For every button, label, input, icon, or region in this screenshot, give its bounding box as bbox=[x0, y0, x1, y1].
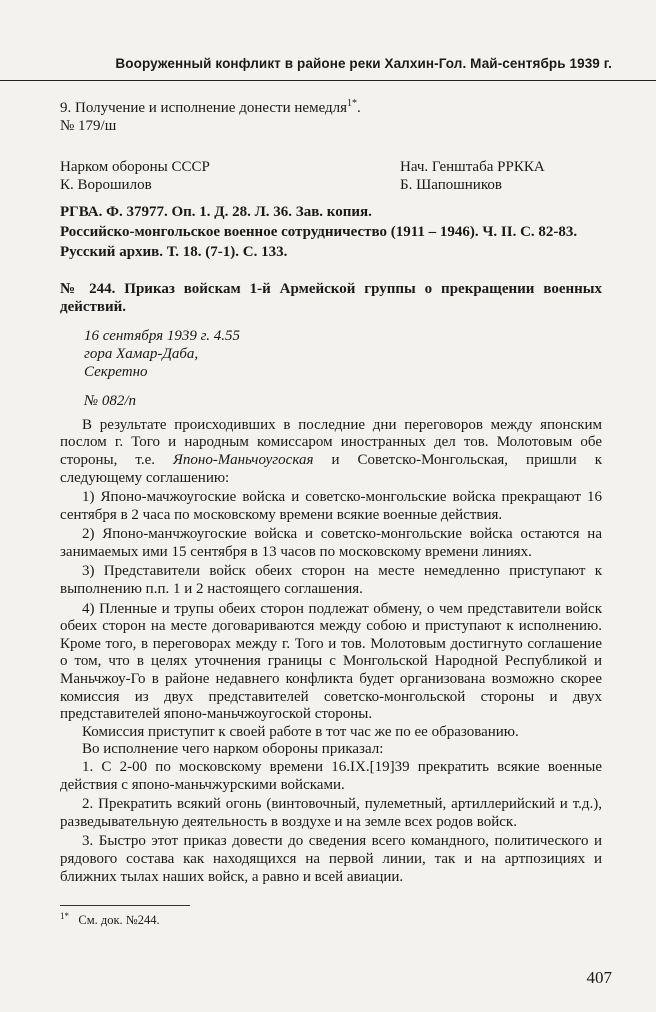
source-line: РГВА. Ф. 37977. Оп. 1. Д. 28. Л. 36. Зав. копия. bbox=[60, 204, 372, 221]
prev-item-9-text: 9. Получение и исполнение донести немедля bbox=[60, 100, 348, 116]
prev-item-9 bbox=[60, 100, 602, 118]
document-number: № 082/п bbox=[84, 393, 137, 410]
source-line: Российско-монгольское военное сотрудничество (1911 – 1946). Ч. II. С. 82-83. bbox=[60, 223, 578, 240]
archival-sources bbox=[60, 204, 602, 261]
signature-right-title: Нач. Генштаба РРККА bbox=[400, 159, 545, 176]
footnote-mark: 1* bbox=[60, 910, 69, 921]
commission-paragraph: Комиссия приступит к своей работе в тот час же по ее образованию. bbox=[82, 723, 519, 740]
document-title: № 244. Приказ войскам 1-й Армейской группы о прекращении военных действий. bbox=[60, 281, 602, 315]
order-point: 3. Быстро этот приказ довести до сведения всего командного, политического и рядового состава как находящихся на первой линии, так и на артпозициях и ближних тылах наших войск, а равно и всей авиации. bbox=[60, 833, 602, 885]
running-header: Вооруженный конфликт в районе реки Халхин-Гол. Май-сентябрь 1939 г. bbox=[115, 56, 612, 71]
agreement-point: 2) Японо-манчжоугоские войска и советско-монгольские войска остаются на занимаемых ими 15 сентября в 13 часов по московскому времени линиях. bbox=[60, 526, 602, 560]
header-rule bbox=[0, 80, 656, 81]
order-point: 1. С 2-00 по московскому времени 16.IX.[19]39 прекратить всякие военные действия с японо-маньчжурскими войсками. bbox=[60, 759, 602, 793]
signature-left-name: К. Ворошилов bbox=[60, 176, 152, 193]
order-point: 2. Прекратить всякий огонь (винтовочный, пулеметный, артиллерийский и т.д.), разведывательную деятельность в воздухе и на земле всех родов войск. bbox=[60, 796, 602, 830]
prev-item-9-tail: . bbox=[357, 100, 361, 116]
agreement-point: 4) Пленные и трупы обеих сторон подлежат обмену, о чем представители войск обеих сторон на месте договариваются между собою и приступают к исполнению. Кроме того, в переговорах между г. Того и тов. Молотовым достигнуто соглашение о том, что в целях уточнения границы с Монгольской Народной Республикой и Маньчжоу-Го в районе недавнего конфликта будет организована возможно скорее комиссия из двух представителей советско-монгольской стороны и двух представителей японо-маньчжоугоской стороны. bbox=[60, 600, 602, 723]
signature-right bbox=[400, 159, 602, 194]
footnote-rule bbox=[60, 905, 190, 906]
signature-left-title: Нарком обороны СССР bbox=[60, 159, 210, 176]
intro-text-end: и Советско-Монгольская, пришли к следующему соглашению: bbox=[60, 451, 602, 486]
footnote bbox=[60, 910, 160, 928]
footnote-text: См. док. №244. bbox=[78, 913, 160, 927]
intro-emphasis: Японо-Маньчоугоская bbox=[173, 451, 314, 468]
footnote-ref: 1* bbox=[347, 98, 358, 109]
intro-paragraph bbox=[60, 417, 602, 487]
page-body bbox=[60, 100, 602, 886]
agreement-point: 3) Представители войск обеих сторон на месте немедленно приступают к выполнению п.п. 1 и 2 настоящего соглашения. bbox=[60, 563, 602, 598]
document-secrecy: Секретно bbox=[84, 363, 148, 380]
order-intro: Во исполнение чего нарком обороны приказал: bbox=[82, 741, 384, 758]
signature-right-name: Б. Шапошников bbox=[400, 176, 502, 193]
source-line: Русский архив. Т. 18. (7-1). С. 133. bbox=[60, 243, 288, 260]
agreement-point: 1) Японо-мачжоугоские войска и советско-монгольские войска прекращают 16 сентября в 2 часа по московскому времени всякие военные действия. bbox=[60, 489, 602, 523]
page-number: 407 bbox=[586, 968, 612, 987]
prev-order-number: № 179/ш bbox=[60, 117, 117, 134]
document-meta bbox=[84, 328, 602, 381]
document-date: 16 сентября 1939 г. 4.55 bbox=[84, 328, 241, 345]
signatures bbox=[60, 159, 602, 194]
signature-left bbox=[60, 159, 400, 194]
intro-text: В результате происходивших в последние дни переговоров между японским послом г. Того и народным комиссаром иностранных дел тов. Молотовым обе стороны, т.е. bbox=[60, 416, 602, 468]
document-place: гора Хамар-Даба, bbox=[84, 345, 199, 362]
